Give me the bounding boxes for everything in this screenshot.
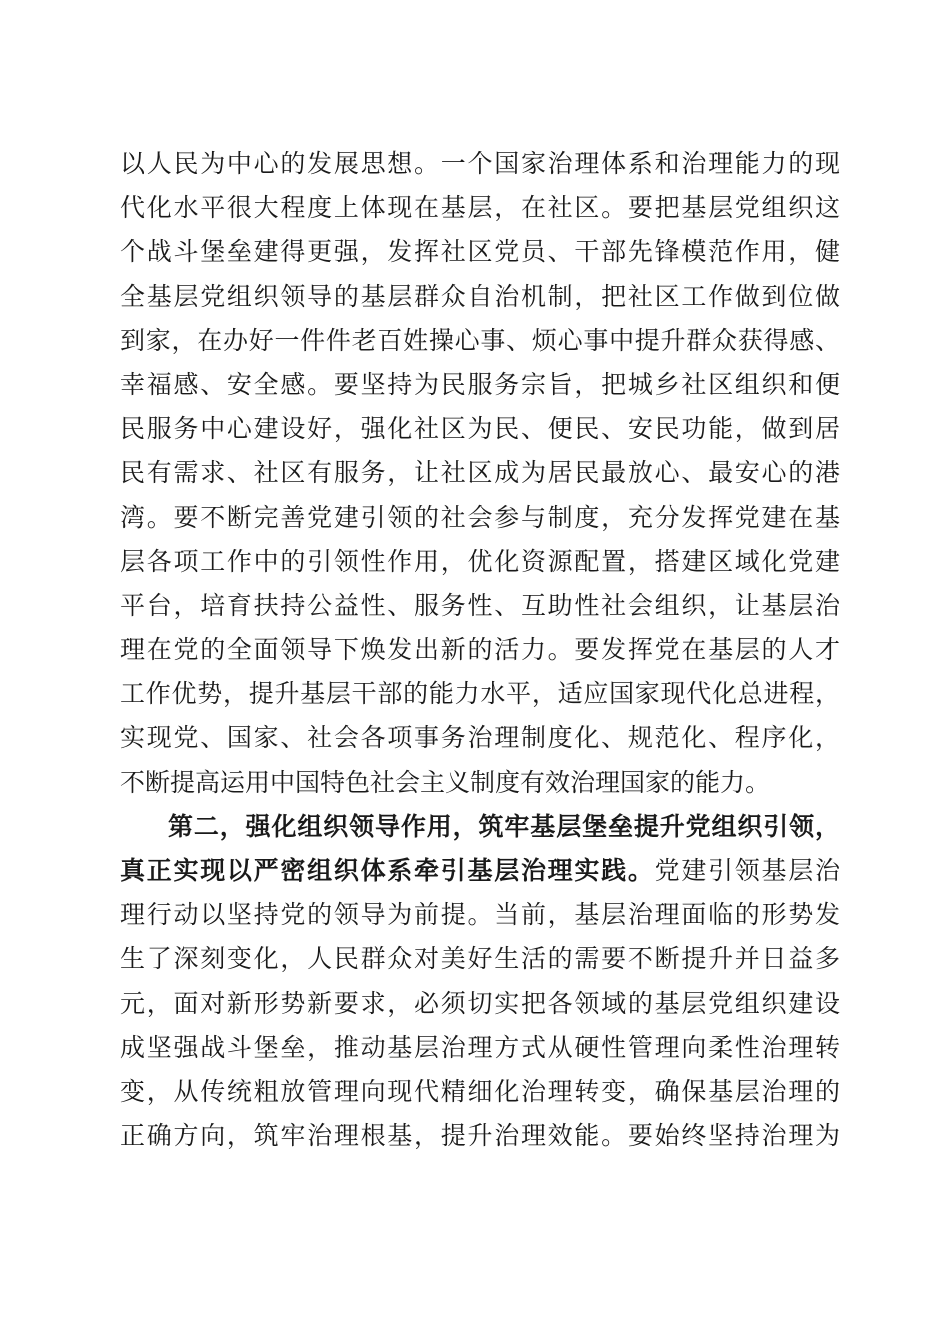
paragraph-1 bbox=[120, 142, 840, 805]
text-line: 民服务中心建设好，强化社区为民、便民、安民功能，做到居 bbox=[120, 414, 840, 444]
text-line: 以人民为中心的发展思想。一个国家治理体系和治理能力的现 bbox=[120, 149, 840, 178]
text-line: 层各项工作中的引领性作用，优化资源配置，搭建区域化党建 bbox=[120, 546, 840, 576]
text-line: 成坚强战斗堡垒，推动基层治理方式从硬性管理向柔性治理转 bbox=[120, 1032, 840, 1062]
section-heading-line: 第二，强化组织领导作用，筑牢基层堡垒提升党组织引领， bbox=[168, 811, 840, 841]
text-line: 个战斗堡垒建得更强，发挥社区党员、干部先锋模范作用，健 bbox=[120, 237, 840, 267]
text-line: 湾。要不断完善党建引领的社会参与制度，充分发挥党建在基 bbox=[120, 502, 840, 532]
text-line: 幸福感、安全感。要坚持为民服务宗旨，把城乡社区组织和便 bbox=[120, 369, 840, 399]
text-line: 不断提高运用中国特色社会主义制度有效治理国家的能力。 bbox=[120, 767, 771, 797]
text-line: 实现党、国家、社会各项事务治理制度化、规范化、程序化， bbox=[120, 723, 840, 753]
text-line: 生了深刻变化，人民群众对美好生活的需要不断提升并日益多 bbox=[120, 944, 840, 974]
text-line: 元，面对新形势新要求，必须切实把各领域的基层党组织建设 bbox=[120, 988, 840, 1018]
text-line: 正确方向，筑牢治理根基，提升治理效能。要始终坚持治理为 bbox=[120, 1121, 840, 1151]
text-line: 民有需求、社区有服务，让社区成为居民最放心、最安心的港 bbox=[120, 458, 840, 488]
text-line: 全基层党组织领导的基层群众自治机制，把社区工作做到位做 bbox=[120, 281, 840, 311]
text-line: 到家，在办好一件件老百姓操心事、烦心事中提升群众获得感、 bbox=[120, 325, 840, 355]
text-line: 理在党的全面领导下焕发出新的活力。要发挥党在基层的人才 bbox=[120, 635, 840, 665]
section-heading-continuation: 真正实现以严密组织体系牵引基层治理实践。 bbox=[120, 856, 655, 885]
text-line: 变，从传统粗放管理向现代精细化治理转变，确保基层治理的 bbox=[120, 1076, 840, 1106]
document-body bbox=[120, 142, 840, 1158]
text-line: 理行动以坚持党的领导为前提。当前，基层治理面临的形势发 bbox=[120, 900, 840, 930]
text-line bbox=[120, 849, 840, 893]
text-line: 代化水平很大程度上体现在基层，在社区。要把基层党组织这 bbox=[120, 193, 840, 223]
paragraph-text: 党建引领基层治 bbox=[654, 856, 840, 885]
text-line: 平台，培育扶持公益性、服务性、互助性社会组织，让基层治 bbox=[120, 590, 840, 620]
text-line: 工作优势，提升基层干部的能力水平，适应国家现代化总进程， bbox=[120, 679, 840, 709]
paragraph-2 bbox=[120, 805, 840, 1159]
